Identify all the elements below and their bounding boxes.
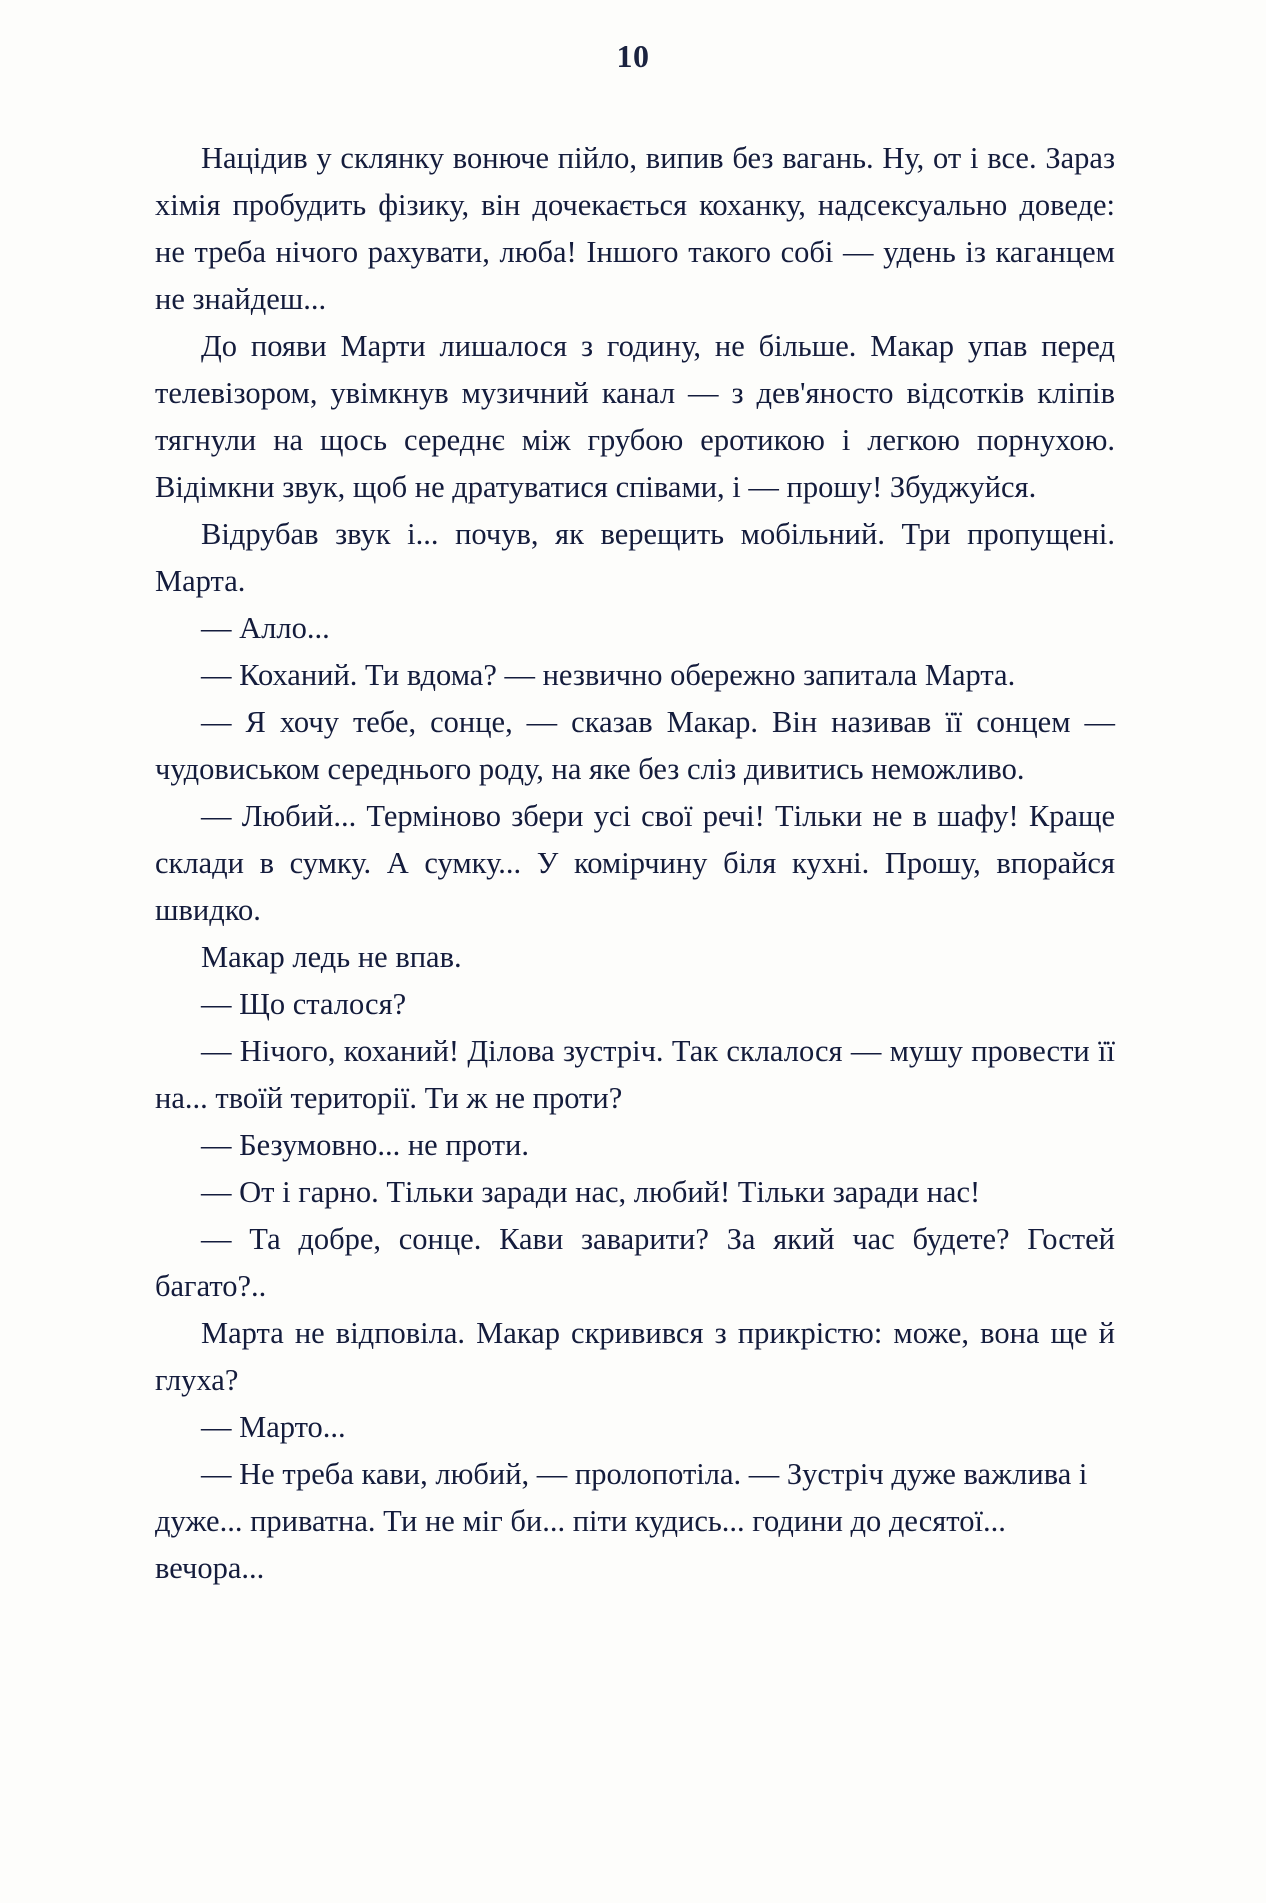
paragraph: Макар ледь не впав.: [201, 940, 462, 974]
paragraph: — Не треба кави, любий, — пролопотіла. — Зустріч дуже важлива і дуже... приватна. Ти не міг би... піти кудись... години до десятої... вечора...: [155, 1457, 1088, 1585]
paragraph: — Та добре, сонце. Кави заварити? За який час будете? Гостей багато?..: [155, 1222, 1115, 1303]
paragraph: До появи Марти лишалося з годину, не більше. Макар упав перед телевізором, увімкнув музичний канал — з дев'яносто відсотків кліпів тягнули на щось середнє між грубою еротикою і легкою порнухою. Відімкни звук, щоб не дратуватися співами, і — прошу! Збуджуйся.: [155, 329, 1115, 504]
paragraph: — Я хочу тебе, сонце, — сказав Макар. Він називав її сонцем — чудовиськом середнього роду, на яке без сліз дивитись неможливо.: [155, 705, 1115, 786]
paragraph: Націдив у склянку вонюче пійло, випив без вагань. Ну, от і все. Зараз хімія пробудить фізику, він дочекається коханку, надсексуально доведе: не треба нічого рахувати, люба! Іншого такого собі — удень із каганцем не знайдеш...: [155, 141, 1115, 316]
page-number: 10: [616, 38, 650, 74]
paragraph: — От і гарно. Тільки заради нас, любий! Тільки заради нас!: [201, 1175, 981, 1209]
paragraph: — Що сталося?: [201, 987, 407, 1021]
paragraph: Відрубав звук і... почув, як верещить мобільний. Три пропущені. Марта.: [155, 517, 1115, 598]
paragraph: Марта не відповіла. Макар скривився з прикрістю: може, вона ще й глуха?: [155, 1316, 1115, 1397]
paragraph: — Любий... Терміново збери усі свої речі! Тільки не в шафу! Краще склади в сумку. А сумку... У комірчину біля кухні. Прошу, впорайся швидко.: [155, 799, 1115, 927]
paragraph: — Алло...: [201, 611, 330, 645]
paragraph: — Безумовно... не проти.: [201, 1128, 530, 1162]
paragraph: — Марто...: [201, 1410, 346, 1444]
paragraph: — Коханий. Ти вдома? — незвично обережно запитала Марта.: [201, 658, 1016, 692]
page-body-text: [155, 135, 1115, 1592]
paragraph: — Нічого, коханий! Ділова зустріч. Так склалося — мушу провести її на... твоїй території. Ти ж не проти?: [155, 1034, 1115, 1115]
